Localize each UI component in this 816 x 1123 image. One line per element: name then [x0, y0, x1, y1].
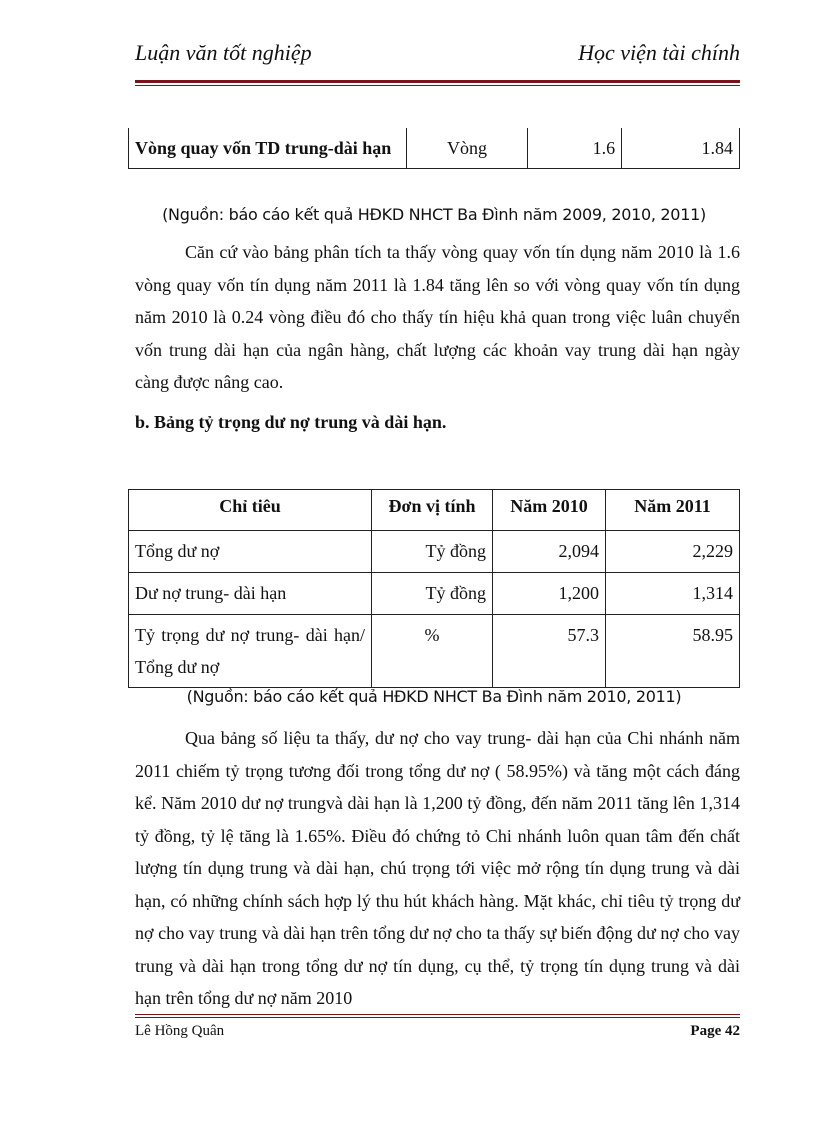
page-number: Page 42	[690, 1023, 740, 1039]
table1-source-note: (Nguồn: báo cáo kết quả HĐKD NHCT Ba Đình năm 2009, 2010, 2011)	[162, 205, 706, 224]
table-cell-2010: 1.6	[528, 128, 622, 169]
footer-author: Lê Hồng Quân	[135, 1023, 225, 1039]
turnover-table	[128, 128, 740, 169]
section-heading: b. Bảng tỷ trọng dư nợ trung và dài hạn.	[135, 412, 447, 432]
table-cell-label: Vòng quay vốn TD trung-dài hạn	[129, 128, 407, 169]
page-header	[135, 40, 740, 70]
table-cell-unit: Tỷ đồng	[372, 573, 493, 615]
header-divider	[135, 80, 740, 83]
table-cell-2011: 2,229	[606, 531, 740, 573]
table-cell-2010: 57.3	[493, 615, 606, 688]
paragraph-commentary: Qua bảng số liệu ta thấy, dư nợ cho vay trung- dài hạn của Chi nhánh năm 2011 chiếm tỷ trọng tương đối trong tổng dư nợ ( 58.95%) và tăng một cách đáng kể. Năm 2010 dư nợ trungvà dài hạn là 1,200 tỷ đồng, đến năm 2011 tăng lên 1,314 tỷ đồng, tỷ lệ tăng là 1.65%. Điều đó chứng tỏ Chi nhánh luôn quan tâm đến chất lượng tín dụng trung và dài hạn, chú trọng tới việc mở rộng tín dụng trung và dài hạn, có những chính sách hợp lý thu hút khách hàng. Mặt khác, chỉ tiêu tỷ trọng dư nợ cho vay trung và dài hạn trên tổng dư nợ cho ta thấy sự biến động dư nợ cho vay trung và dài hạn trong tổng dư nợ tín dụng, cụ thể, tỷ trọng tín dụng trung và dài hạn trên tổng dư nợ năm 2010	[135, 728, 740, 1008]
table-cell-unit: Vòng	[407, 128, 528, 169]
column-header-2010: Năm 2010	[493, 490, 606, 531]
table-cell-unit: Tỷ đồng	[372, 531, 493, 573]
table-cell-2011: 1.84	[622, 128, 740, 169]
table-cell-unit: %	[372, 615, 493, 688]
table-row	[129, 615, 740, 688]
table-cell-2011: 58.95	[606, 615, 740, 688]
paragraph-analysis: Căn cứ vào bảng phân tích ta thấy vòng quay vốn tín dụng năm 2010 là 1.6 vòng quay vốn tín dụng năm 2011 là 1.84 tăng lên so với vòng quay vốn tín dụng năm 2010 là 0.24 vòng điều đó cho thấy tín hiệu khả quan trong việc luân chuyển vốn trung dài hạn của ngân hàng, chất lượng các khoản vay trung dài hạn ngày càng được nâng cao.	[135, 242, 740, 392]
debt-ratio-table	[128, 489, 740, 688]
header-institution: Học viện tài chính	[578, 40, 740, 65]
table-row	[129, 531, 740, 573]
table-cell-2010: 2,094	[493, 531, 606, 573]
footer-divider-thin	[135, 1017, 740, 1018]
footer-divider	[135, 1014, 740, 1015]
table-header-row	[129, 490, 740, 531]
table2-source-note: (Nguồn: báo cáo kết quả HĐKD NHCT Ba Đình năm 2010, 2011)	[186, 687, 682, 706]
table-row	[129, 573, 740, 615]
table-cell-2011: 1,314	[606, 573, 740, 615]
header-thesis-title: Luận văn tốt nghiệp	[135, 40, 312, 65]
table-cell-label: Tỷ trọng dư nợ trung- dài hạn/ Tổng dư nợ	[129, 615, 372, 688]
table-cell-label: Tổng dư nợ	[129, 531, 372, 573]
column-header-indicator: Chỉ tiêu	[129, 490, 372, 531]
header-divider-thin	[135, 85, 740, 86]
table-cell-label: Dư nợ trung- dài hạn	[129, 573, 372, 615]
table-row	[129, 128, 740, 169]
column-header-unit: Đơn vị tính	[372, 490, 493, 531]
column-header-2011: Năm 2011	[606, 490, 740, 531]
table-cell-2010: 1,200	[493, 573, 606, 615]
